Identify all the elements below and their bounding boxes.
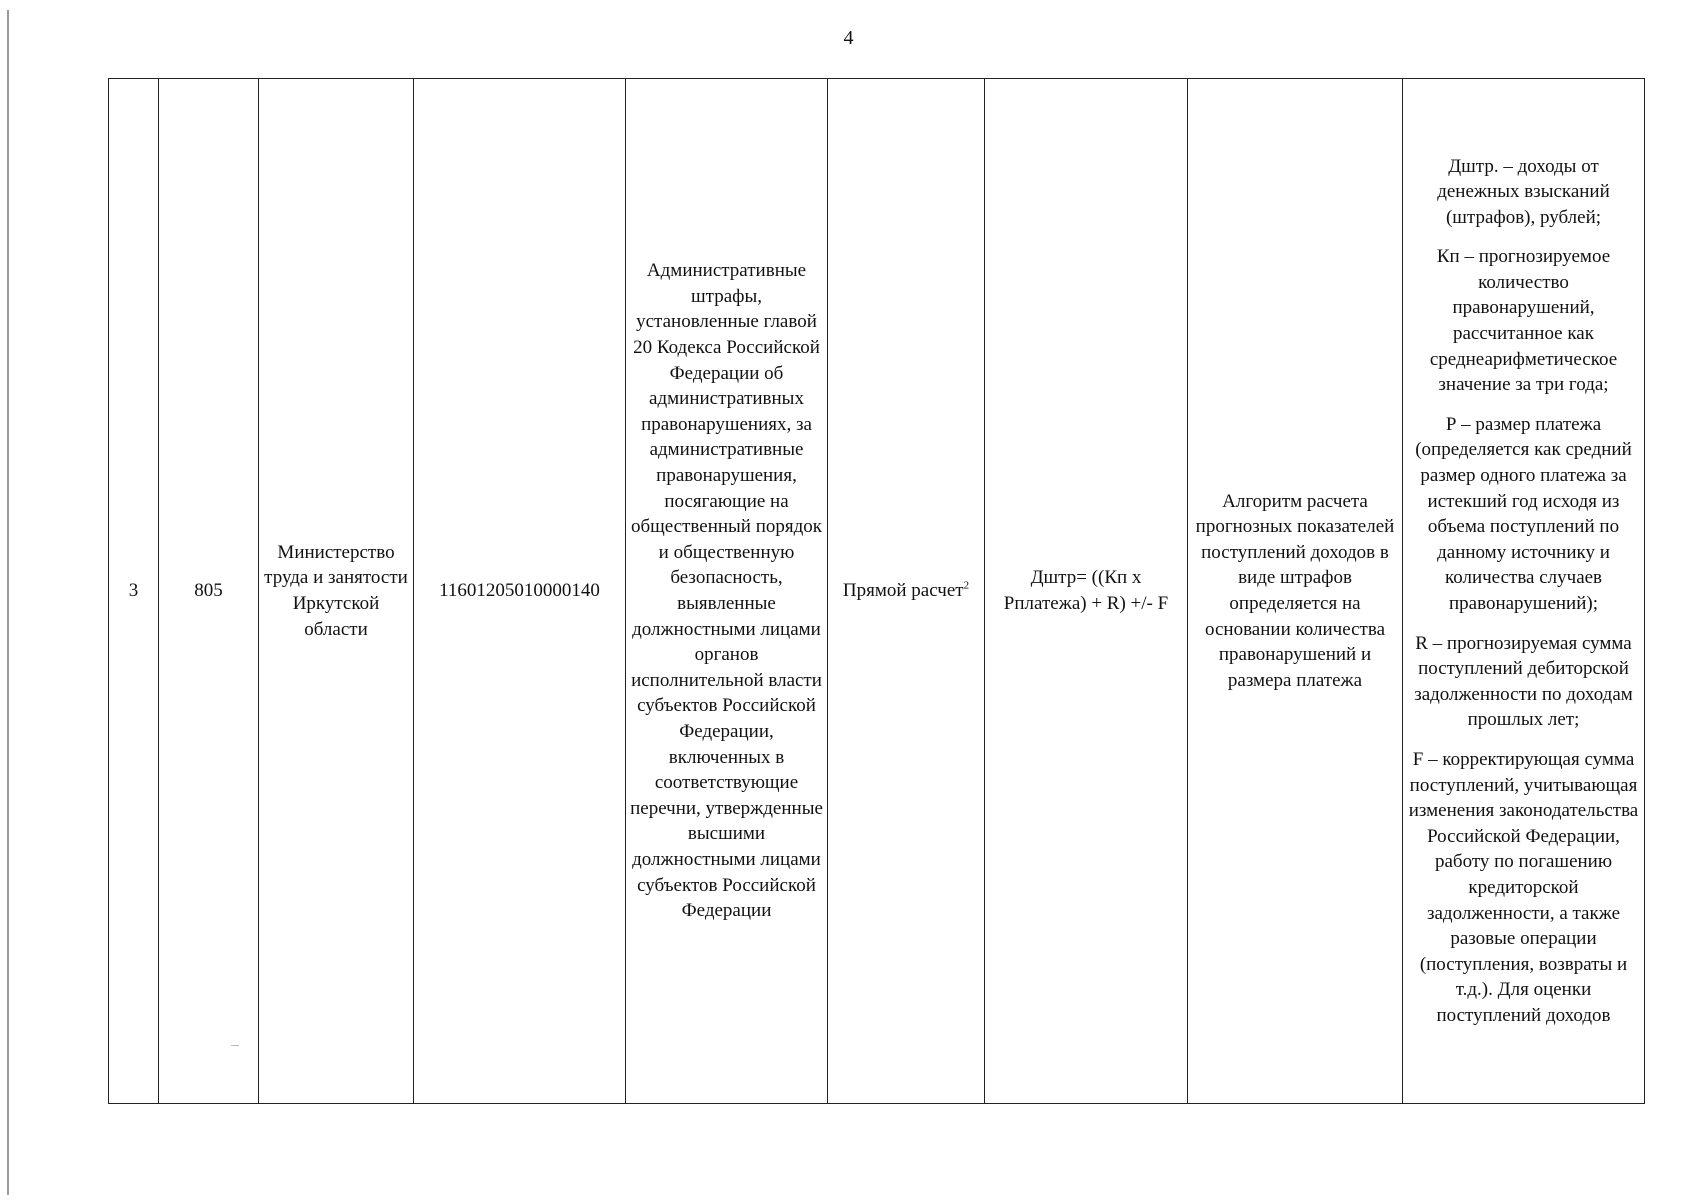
formula-cell: Дштр= ((Кп х Рплатежа) + R) +/- F	[985, 79, 1188, 1104]
scan-margin-line	[7, 10, 9, 1195]
method-text: Прямой расчет	[842, 580, 964, 602]
admin-code-cell: 805	[159, 79, 259, 1104]
scan-artifact-mark	[231, 1045, 239, 1046]
page-number: 4	[843, 27, 854, 49]
algorithm-cell: Алгоритм расчета прогнозных показателей поступлений доходов в виде штрафов определяется на основании количества правонарушений и размера платежа	[1188, 79, 1403, 1104]
admin-name-cell: Министерство труда и занятости Иркутской области	[259, 79, 414, 1104]
note-paragraph: F – корректирующая сумма поступлений, учитывающая изменения законодательства Российской Федерации, работу по погашению кредиторской задолженности, а также разовые операции (поступления, возвраты и т.д.). Для оценки поступлений доходов	[1408, 748, 1639, 1026]
kbk-code-cell: 11601205010000140	[414, 79, 626, 1104]
table-row	[109, 79, 1645, 1104]
revenue-forecast-table	[108, 78, 1645, 1104]
note-paragraph: Дштр. – доходы от денежных взысканий (штрафов), рублей;	[1437, 155, 1610, 228]
notes-cell	[1403, 79, 1645, 1104]
note-paragraph: R – прогнозируемая сумма поступлений дебиторской задолженности по доходам прошлых лет;	[1414, 632, 1633, 731]
method-cell	[828, 79, 985, 1104]
income-name-cell: Административные штрафы, установленные главой 20 Кодекса Российской Федерации об административных правонарушениях, за административные правонарушения, посягающие на общественный порядок и общественную безопасность, выявленные должностными лицами органов исполнительной власти субъектов Российской Федерации, включенных в соответствующие перечни, утвержденные высшими должностными лицами субъектов Российской Федерации	[626, 79, 828, 1104]
note-paragraph: Р – размер платежа (определяется как средний размер одного платежа за истекший год исходя из объема поступлений по данному источнику и количества случаев правонарушений);	[1415, 413, 1632, 614]
row-number-cell: 3	[109, 79, 159, 1104]
method-footnote-mark: 2	[963, 579, 970, 592]
note-paragraph: Кп – прогнозируемое количество правонарушений, рассчитанное как среднеарифметическое значение за три года;	[1429, 246, 1618, 396]
